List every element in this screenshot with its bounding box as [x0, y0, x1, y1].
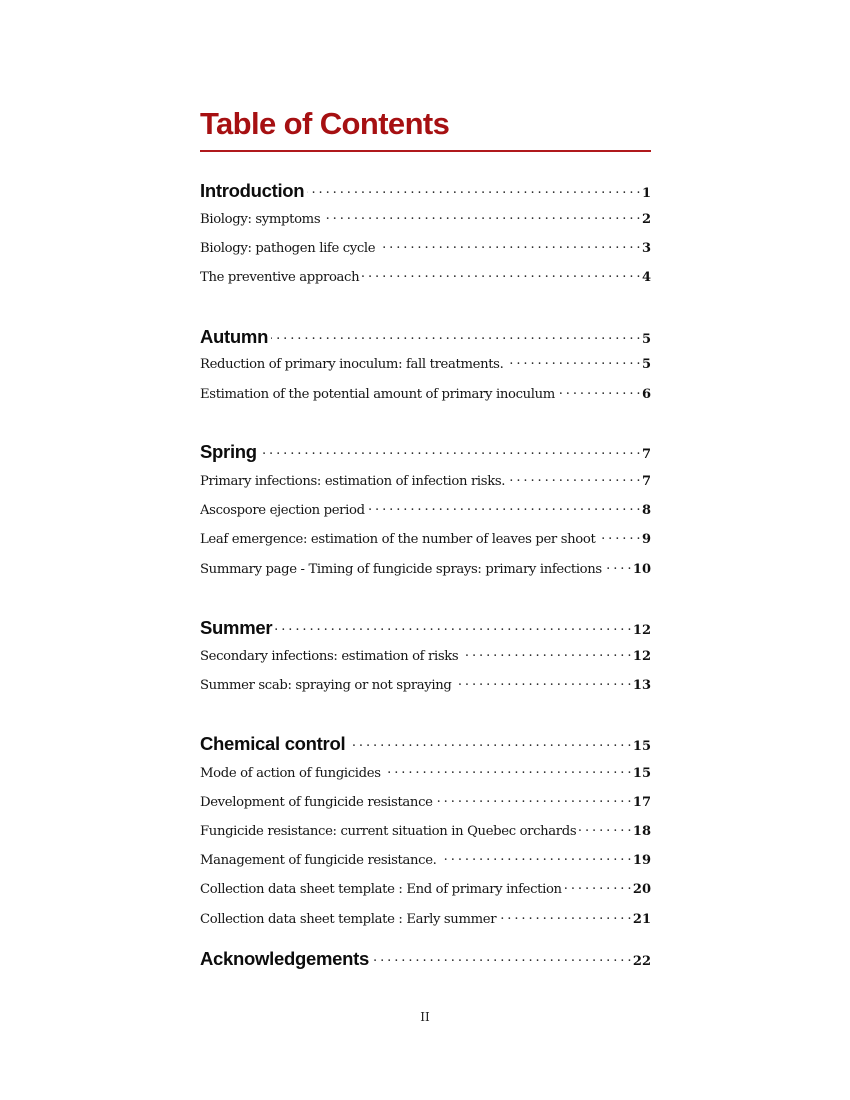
toc-heading-label: Chemical control — [200, 733, 346, 754]
toc-entry-label: Leaf emergence: estimation of the number of leaves per shoot — [200, 532, 596, 547]
toc-entry[interactable] — [200, 209, 651, 231]
toc-heading-spring[interactable] — [200, 441, 651, 463]
dot-leader — [506, 354, 640, 368]
toc-page-number: 4 — [641, 270, 651, 285]
dot-leader — [455, 675, 631, 689]
toc-page-number: 3 — [641, 241, 651, 256]
toc-entry[interactable] — [200, 500, 651, 522]
dot-leader — [348, 736, 631, 750]
toc-page-number: 9 — [641, 532, 651, 547]
toc-heading-label: Introduction — [200, 180, 305, 201]
dot-leader — [275, 620, 631, 634]
dot-leader — [271, 329, 640, 343]
toc-entry[interactable] — [200, 792, 651, 814]
dot-leader — [260, 444, 640, 458]
toc-heading-chemical-control[interactable] — [200, 733, 651, 755]
toc-entry-label: Biology: pathogen life cycle — [200, 241, 376, 256]
toc-heading-acknowledgements[interactable] — [200, 948, 651, 970]
toc-entry[interactable] — [200, 675, 651, 697]
toc-entry-label: The preventive approach — [200, 270, 360, 285]
toc-entry[interactable] — [200, 763, 651, 785]
dot-leader — [368, 500, 640, 514]
toc-entry-label: Summary page - Timing of fungicide sprays: primary infections — [200, 562, 602, 577]
dot-leader — [565, 879, 631, 893]
toc-heading-introduction[interactable] — [200, 180, 651, 202]
dot-leader — [461, 646, 631, 660]
dot-leader — [307, 183, 640, 197]
dot-leader — [384, 763, 631, 777]
dot-leader — [440, 850, 631, 864]
toc-page-number: 21 — [632, 912, 651, 927]
toc-page-number: 19 — [632, 853, 651, 868]
dot-leader — [579, 821, 631, 835]
toc-entry[interactable] — [200, 821, 651, 843]
toc-entry[interactable] — [200, 354, 651, 376]
toc-page-number: 12 — [632, 623, 651, 638]
dot-leader — [323, 209, 640, 223]
toc-entry-label: Ascospore ejection period — [200, 503, 365, 518]
toc-entry[interactable] — [200, 909, 651, 931]
toc-entry-label: Reduction of primary inoculum: fall treatments. — [200, 357, 504, 372]
toc-heading-label: Spring — [200, 441, 257, 462]
toc-entry-label: Primary infections: estimation of infection risks. — [200, 474, 506, 489]
toc-entry-label: Collection data sheet template : End of primary infection — [200, 882, 562, 897]
dot-leader — [362, 267, 640, 281]
toc-entry[interactable] — [200, 267, 651, 289]
toc-entry[interactable] — [200, 471, 651, 493]
toc-page-number: 12 — [632, 649, 651, 664]
toc-page-number: 5 — [641, 332, 651, 347]
toc-page-number: 6 — [641, 387, 651, 402]
page-title: Table of Contents — [200, 106, 450, 141]
toc-heading-summer[interactable] — [200, 617, 651, 639]
toc-page-number: 17 — [632, 795, 651, 810]
toc-page-number: 13 — [632, 678, 651, 693]
dot-leader — [508, 471, 640, 485]
toc-page-number: 15 — [632, 739, 651, 754]
toc-page-number: 10 — [632, 562, 651, 577]
toc-entry[interactable] — [200, 559, 651, 581]
toc-entry-label: Fungicide resistance: current situation in Quebec orchards — [200, 824, 577, 839]
toc-page-number: 2 — [641, 212, 651, 227]
toc-entry-label: Secondary infections: estimation of risks — [200, 649, 459, 664]
toc-entry[interactable] — [200, 646, 651, 668]
toc-entry-label: Summer scab: spraying or not spraying — [200, 678, 452, 693]
page-folio-number: II — [420, 1010, 430, 1024]
toc-page-number: 15 — [632, 766, 651, 781]
toc-page-number: 22 — [632, 954, 651, 969]
toc-page-number: 1 — [641, 186, 651, 201]
toc-heading-label: Summer — [200, 617, 273, 638]
toc-entry-label: Biology: symptoms — [200, 212, 321, 227]
toc-page-number: 5 — [641, 357, 651, 372]
toc-heading-label: Autumn — [200, 326, 269, 347]
toc-entry-label: Development of fungicide resistance — [200, 795, 433, 810]
dot-leader — [372, 951, 631, 965]
toc-page-number: 8 — [641, 503, 651, 518]
toc-page-number: 20 — [632, 882, 651, 897]
toc-entry[interactable] — [200, 384, 651, 406]
toc-entry-label: Mode of action of fungicides — [200, 766, 381, 781]
toc-entry[interactable] — [200, 850, 651, 872]
toc-entry[interactable] — [200, 238, 651, 260]
dot-leader — [558, 384, 640, 398]
title-underline-divider — [200, 150, 651, 152]
dot-leader — [378, 238, 640, 252]
dot-leader — [499, 909, 631, 923]
dot-leader — [605, 559, 631, 573]
dot-leader — [436, 792, 631, 806]
toc-page-number: 7 — [641, 474, 651, 489]
dot-leader — [598, 529, 640, 543]
toc-entry-label: Estimation of the potential amount of primary inoculum — [200, 387, 555, 402]
toc-heading-autumn[interactable] — [200, 326, 651, 348]
toc-entry-label: Collection data sheet template : Early summer — [200, 912, 497, 927]
toc-entry-label: Management of fungicide resistance. — [200, 853, 437, 868]
toc-heading-label: Acknowledgements — [200, 948, 369, 969]
toc-entry[interactable] — [200, 879, 651, 901]
toc-entry[interactable] — [200, 529, 651, 551]
toc-page-number: 7 — [641, 447, 651, 462]
toc-page-number: 18 — [632, 824, 651, 839]
